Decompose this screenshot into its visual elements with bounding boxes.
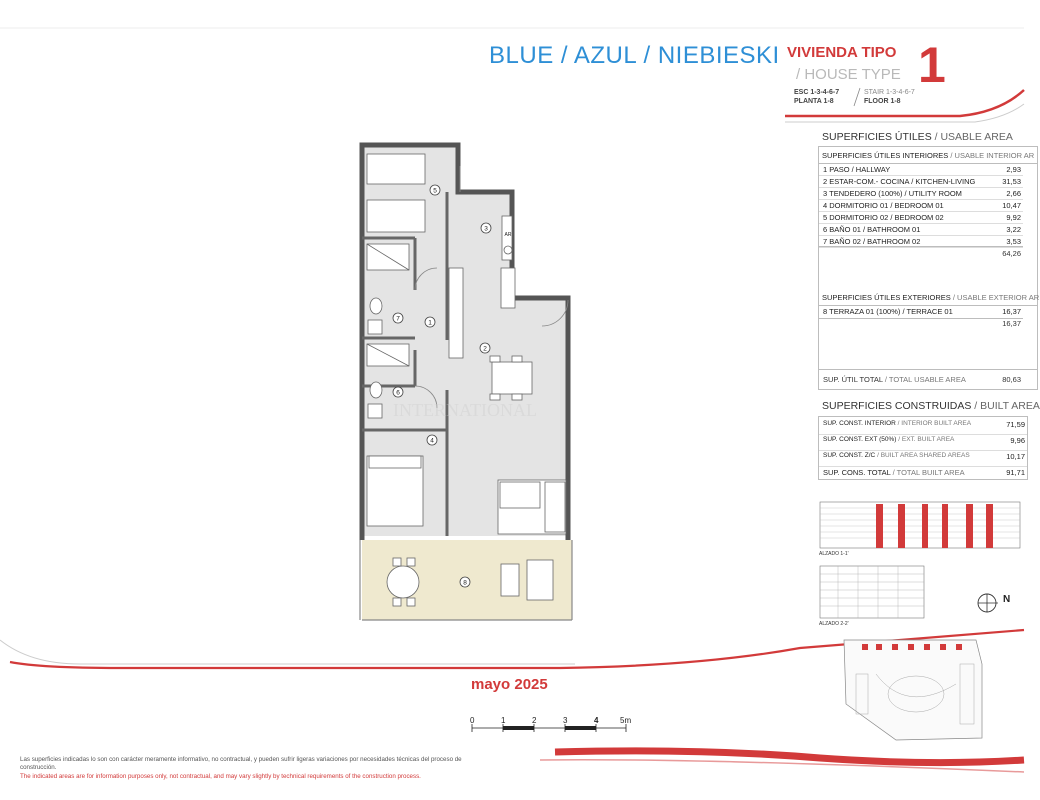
scale-label: 4 bbox=[594, 716, 599, 725]
built-label: SUP. CONST. INTERIOR / INTERIOR BUILT AREA bbox=[823, 420, 972, 427]
room-row bbox=[819, 213, 1023, 224]
room-label: 4 DORMITORIO 01 / BEDROOM 01 bbox=[823, 201, 944, 210]
built-value: 10,17 bbox=[1006, 452, 1025, 461]
floor-label: FLOOR 1-8 bbox=[864, 98, 901, 105]
room-value: 9,92 bbox=[1006, 213, 1021, 222]
built-row bbox=[819, 436, 1027, 451]
legal-en: The indicated areas are for information purposes only, not contractual, and may vary slightly by technical requirements of the construction process. bbox=[20, 773, 421, 780]
built-label: SUP. CONST. EXT (50%) / EXT. BUILT AREA bbox=[823, 436, 955, 443]
watermark: INTERNATIONAL bbox=[393, 400, 537, 420]
north-compass-icon bbox=[974, 590, 1000, 616]
floor-plan bbox=[355, 140, 580, 625]
north-label: N bbox=[1003, 594, 1011, 605]
built-row bbox=[819, 452, 1027, 467]
room-value: 2,66 bbox=[1006, 189, 1021, 198]
exterior-total: 16,37 bbox=[1002, 319, 1021, 328]
ar-label: AR bbox=[504, 232, 512, 238]
room-label: 6 BAÑO 01 / BATHROOM 01 bbox=[823, 225, 921, 234]
room-label: 5 DORMITORIO 02 / BEDROOM 02 bbox=[823, 213, 944, 222]
room-num-3: 3 bbox=[484, 225, 488, 233]
header-grey-sweep bbox=[785, 104, 1024, 122]
room-value: 3,22 bbox=[1006, 225, 1021, 234]
total-usable-value: 80,63 bbox=[1002, 375, 1021, 384]
built-label: SUP. CONST. Z/C / BUILT AREA SHARED AREAS bbox=[823, 452, 970, 459]
room-num-7: 7 bbox=[396, 315, 400, 323]
exterior-room-label: 8 TERRAZA 01 (100%) / TERRACE 01 bbox=[823, 307, 953, 316]
stair-es bbox=[794, 88, 839, 106]
frame-curve-left bbox=[0, 640, 575, 664]
room-num-5: 5 bbox=[433, 187, 437, 195]
interior-header: SUPERFICIES ÚTILES INTERIORES / USABLE INTERIOR AR bbox=[822, 151, 1035, 160]
built-value: 9,96 bbox=[1010, 436, 1025, 445]
publication-date: mayo 2025 bbox=[471, 676, 548, 693]
built-area-table bbox=[818, 416, 1028, 480]
house-type-number: 1 bbox=[918, 37, 946, 93]
scale-label: 3 bbox=[563, 716, 568, 725]
stair-label: STAIR 1-3-4-6-7 bbox=[864, 89, 915, 96]
color-name-title: BLUE / AZUL / NIEBIESKI bbox=[489, 42, 780, 69]
room-num-2: 2 bbox=[483, 345, 487, 353]
interior-rooms-list bbox=[819, 164, 1023, 248]
room-value: 31,53 bbox=[1002, 177, 1021, 186]
stair-en bbox=[864, 88, 915, 106]
scale-label: 1 bbox=[501, 716, 506, 725]
room-num-4: 4 bbox=[430, 437, 434, 445]
room-num-6: 6 bbox=[396, 389, 400, 397]
room-label: 3 TENDEDERO (100%) / UTILITY ROOM bbox=[823, 189, 962, 198]
room-row bbox=[819, 225, 1023, 236]
scale-label: 0 bbox=[470, 716, 475, 725]
planta-label: PLANTA 1-8 bbox=[794, 98, 834, 105]
house-type-label: / HOUSE TYPE bbox=[796, 66, 901, 83]
scale-bar bbox=[466, 724, 636, 736]
room-value: 2,93 bbox=[1006, 165, 1021, 174]
room-row bbox=[819, 189, 1023, 200]
legal-es-2: construcción. bbox=[20, 764, 57, 771]
room-num-8: 8 bbox=[463, 579, 467, 587]
scale-label: 2 bbox=[532, 716, 537, 725]
alzado-1-label: ALZADO 1-1' bbox=[819, 551, 849, 557]
room-label: 7 BAÑO 02 / BATHROOM 02 bbox=[823, 237, 921, 246]
built-row bbox=[819, 420, 1027, 435]
room-row bbox=[819, 201, 1023, 212]
interior-total: 64,26 bbox=[1002, 249, 1021, 258]
scale-label: 5m bbox=[620, 716, 632, 725]
exterior-header: SUPERFICIES ÚTILES EXTERIORES / USABLE EXTERIOR AR bbox=[822, 293, 1040, 302]
vivienda-tipo-label: VIVIENDA TIPO bbox=[787, 44, 897, 61]
elevation-1-drawing bbox=[818, 494, 1024, 550]
esc-label: ESC 1-3-4-6-7 bbox=[794, 89, 840, 96]
room-num-1: 1 bbox=[428, 319, 432, 327]
room-label: 2 ESTAR-COM.- COCINA / KITCHEN-LIVING bbox=[823, 177, 976, 186]
room-label: 1 PASO / HALLWAY bbox=[823, 165, 891, 174]
usable-area-title: SUPERFICIES ÚTILES / USABLE AREA bbox=[822, 131, 1013, 143]
built-value: 71,59 bbox=[1006, 420, 1025, 429]
room-value: 10,47 bbox=[1002, 201, 1021, 210]
alzado-2-label: ALZADO 2-2' bbox=[819, 621, 849, 627]
built-area-title: SUPERFICIES CONSTRUIDAS / BUILT AREA bbox=[822, 400, 1040, 412]
built-value: 91,71 bbox=[1006, 468, 1025, 477]
total-usable-label: SUP. ÚTIL TOTAL / TOTAL USABLE AREA bbox=[823, 375, 966, 384]
stair-divider bbox=[852, 87, 862, 107]
room-value: 3,53 bbox=[1006, 237, 1021, 246]
exterior-rooms-list bbox=[819, 306, 1023, 318]
built-row bbox=[819, 468, 1027, 483]
room-row bbox=[819, 165, 1023, 176]
elevation-2-drawing bbox=[818, 562, 928, 620]
site-plan-drawing bbox=[836, 634, 986, 744]
room-row bbox=[819, 177, 1023, 188]
red-sweep-bottom bbox=[555, 751, 1024, 763]
exterior-room-value: 16,37 bbox=[1002, 307, 1021, 316]
usable-area-table bbox=[818, 146, 1038, 390]
legal-es-1: Las superficies indicadas lo son con carácter meramente informativo, no contractual, y pueden sufrir ligeras variaciones por necesidades técnicas del proceso de bbox=[20, 756, 462, 763]
built-label: SUP. CONS. TOTAL / TOTAL BUILT AREA bbox=[823, 468, 965, 477]
